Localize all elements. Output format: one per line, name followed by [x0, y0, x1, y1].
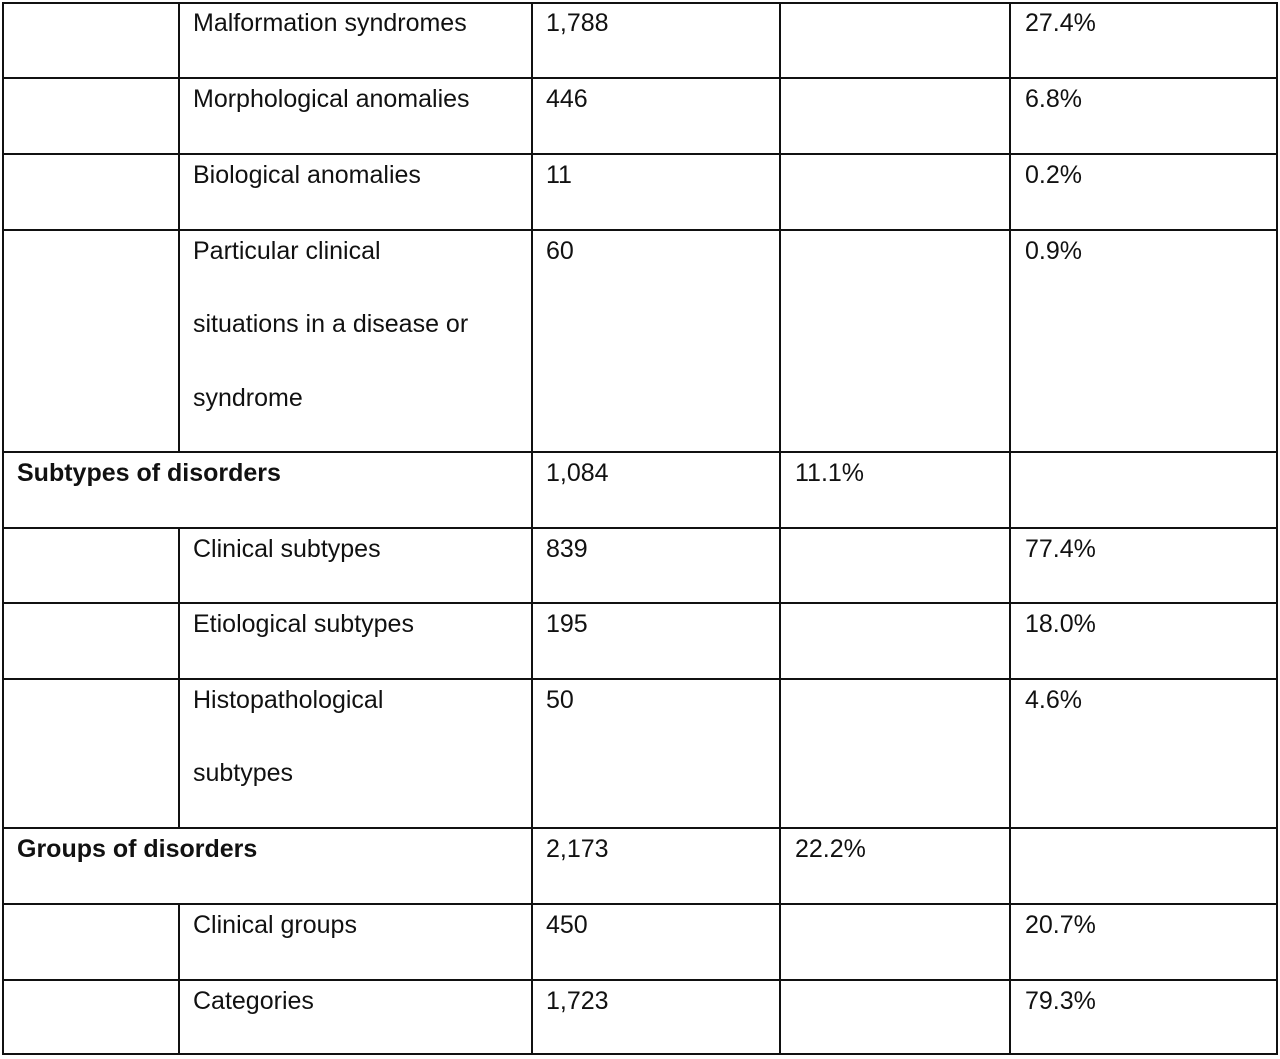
row-count: 11 [546, 161, 572, 189]
col-divider [1009, 2, 1011, 1055]
row-label-line: Histopathological [193, 686, 384, 714]
col-divider [1276, 2, 1278, 1055]
row-label: Morphological anomalies [193, 85, 470, 113]
col-divider [2, 2, 4, 1055]
row-label-line: subtypes [193, 759, 294, 787]
row-pct-sub: 4.6% [1025, 686, 1082, 714]
row-label-line: Particular clinical [193, 237, 381, 265]
row-count: 60 [546, 237, 574, 265]
group-count: 2,173 [546, 835, 609, 863]
row-count: 839 [546, 535, 588, 563]
row-count: 446 [546, 85, 588, 113]
row-label-line: situations in a disease or [193, 310, 469, 338]
row-count: 50 [546, 686, 574, 714]
row-label: Malformation syndromes [193, 9, 467, 37]
row-label: Etiological subtypes [193, 610, 414, 638]
row-count: 1,723 [546, 987, 609, 1015]
row-pct-sub: 6.8% [1025, 85, 1082, 113]
row-count: 450 [546, 911, 588, 939]
group-label: Groups of disorders [17, 835, 258, 863]
row-label: Biological anomalies [193, 161, 421, 189]
row-pct-sub: 18.0% [1025, 610, 1096, 638]
row-count: 195 [546, 610, 588, 638]
row-label-line: syndrome [193, 384, 303, 412]
row-label: Clinical groups [193, 911, 357, 939]
col-divider [178, 2, 180, 453]
row-label: Clinical subtypes [193, 535, 381, 563]
row-count: 1,788 [546, 9, 609, 37]
group-pct-total: 22.2% [795, 835, 866, 863]
group-count: 1,084 [546, 459, 609, 487]
row-pct-sub: 27.4% [1025, 9, 1096, 37]
row-pct-sub: 20.7% [1025, 911, 1096, 939]
group-label: Subtypes of disorders [17, 459, 281, 487]
group-pct-total: 11.1% [795, 459, 865, 487]
col-divider [531, 2, 533, 1055]
col-divider [178, 903, 180, 1055]
row-pct-sub: 79.3% [1025, 987, 1096, 1015]
row-pct-sub: 0.9% [1025, 237, 1082, 265]
col-divider [779, 2, 781, 1055]
row-divider [2, 1053, 1278, 1055]
row-label: Categories [193, 987, 314, 1015]
row-pct-sub: 0.2% [1025, 161, 1082, 189]
col-divider [178, 527, 180, 829]
row-pct-sub: 77.4% [1025, 535, 1096, 563]
